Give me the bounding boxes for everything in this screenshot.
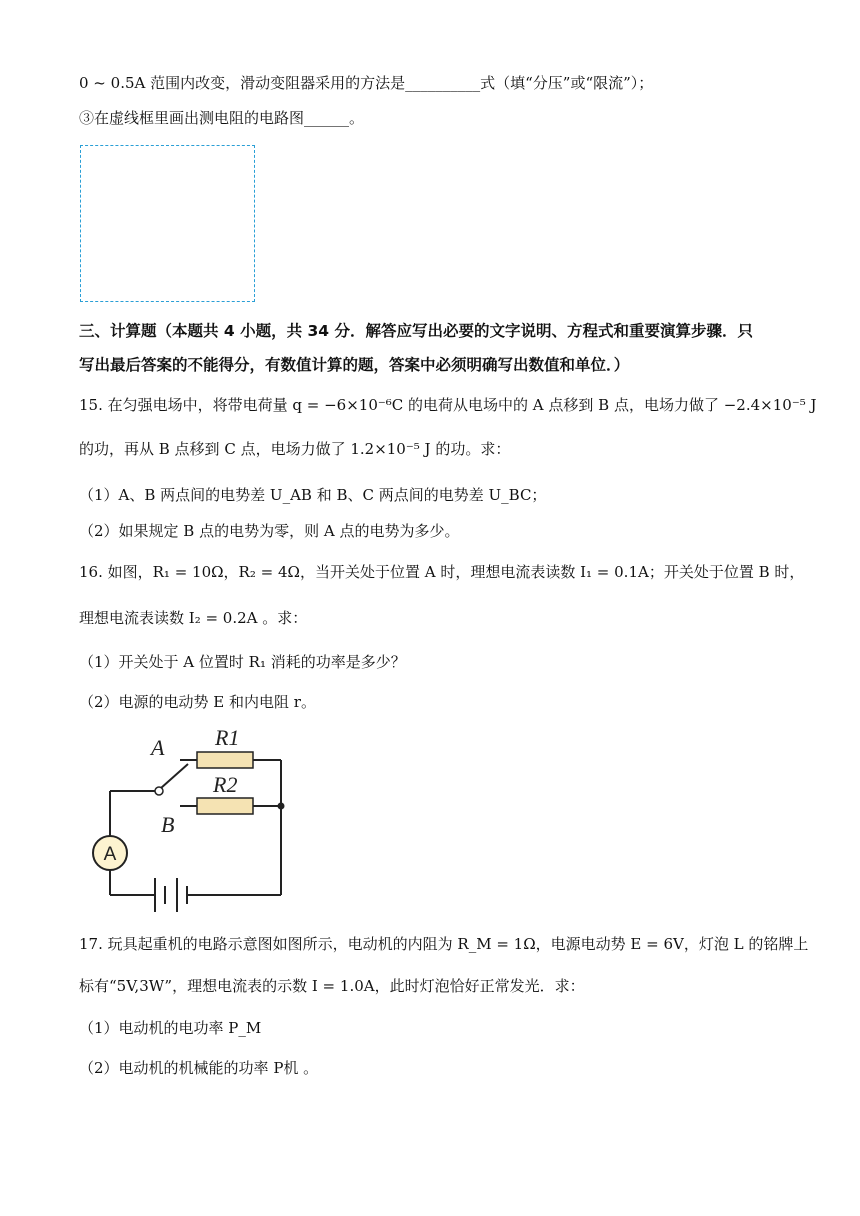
q17-line1: 17. 玩具起重机的电路示意图如图所示，电动机的内阻为 R_M = 1Ω，电源电动势 E = 6V，灯泡 L 的铭牌上 bbox=[79, 935, 809, 953]
q17-part2: （2）电动机的机械能的功率 P机 。 bbox=[79, 1059, 319, 1077]
q16-line2: 理想电流表读数 I₂ = 0.2A 。求： bbox=[79, 609, 308, 627]
label-r2: R2 bbox=[213, 772, 238, 797]
q17-part1: （1）电动机的电功率 P_M bbox=[79, 1019, 262, 1037]
section-title-line1: 三、计算题（本题共 4 小题，共 34 分．解答应写出必要的文字说明、方程式和重要演算步骤．只 bbox=[79, 322, 753, 340]
q16-line1: 16. 如图，R₁ = 10Ω，R₂ = 4Ω，当开关处于位置 A 时，理想电流表读数 I₁ = 0.1A；开关处于位置 B 时， bbox=[79, 563, 805, 581]
q16-part1: （1）开关处于 A 位置时 R₁ 消耗的功率是多少？ bbox=[79, 653, 406, 671]
q15-line1: 15. 在匀强电场中，将带电荷量 q = −6×10⁻⁶C 的电荷从电场中的 A 点移到 B 点，电场力做了 −2.4×10⁻⁵ J bbox=[79, 396, 817, 414]
q16-part2: （2）电源的电动势 E 和内电阻 r。 bbox=[79, 693, 316, 711]
switch-pivot bbox=[155, 787, 163, 795]
label-a: A bbox=[151, 735, 165, 760]
battery-icon bbox=[155, 878, 187, 912]
switch-blade bbox=[161, 764, 188, 788]
q14-line-draw: ③在虚线框里画出测电阻的电路图______。 bbox=[79, 109, 365, 127]
resistor-r2 bbox=[197, 798, 253, 814]
label-r1: R1 bbox=[215, 728, 240, 750]
resistor-r1 bbox=[197, 752, 253, 768]
q15-part1: （1）A、B 两点间的电势差 U_AB 和 B、C 两点间的电势差 U_BC； bbox=[79, 486, 547, 504]
label-b: B bbox=[161, 812, 175, 837]
junction-dot bbox=[278, 803, 285, 810]
circuit-diagram bbox=[85, 728, 295, 913]
q15-line2: 的功，再从 B 点移到 C 点，电场力做了 1.2×10⁻⁵ J 的功。求： bbox=[79, 440, 511, 458]
ammeter-label: A bbox=[103, 844, 117, 865]
dashed-answer-box bbox=[80, 145, 255, 302]
q14-line-range: 0 ~ 0.5A 范围内改变，滑动变阻器采用的方法是__________式（填“分压”或“限流”）； bbox=[79, 74, 654, 92]
section-title-line2: 写出最后答案的不能得分，有数值计算的题，答案中必须明确写出数值和单位．） bbox=[79, 356, 630, 374]
q17-line2: 标有“5V,3W”，理想电流表的示数 I = 1.0A，此时灯泡恰好正常发光．求： bbox=[79, 977, 585, 995]
q15-part2: （2）如果规定 B 点的电势为零，则 A 点的电势为多少。 bbox=[79, 522, 460, 540]
